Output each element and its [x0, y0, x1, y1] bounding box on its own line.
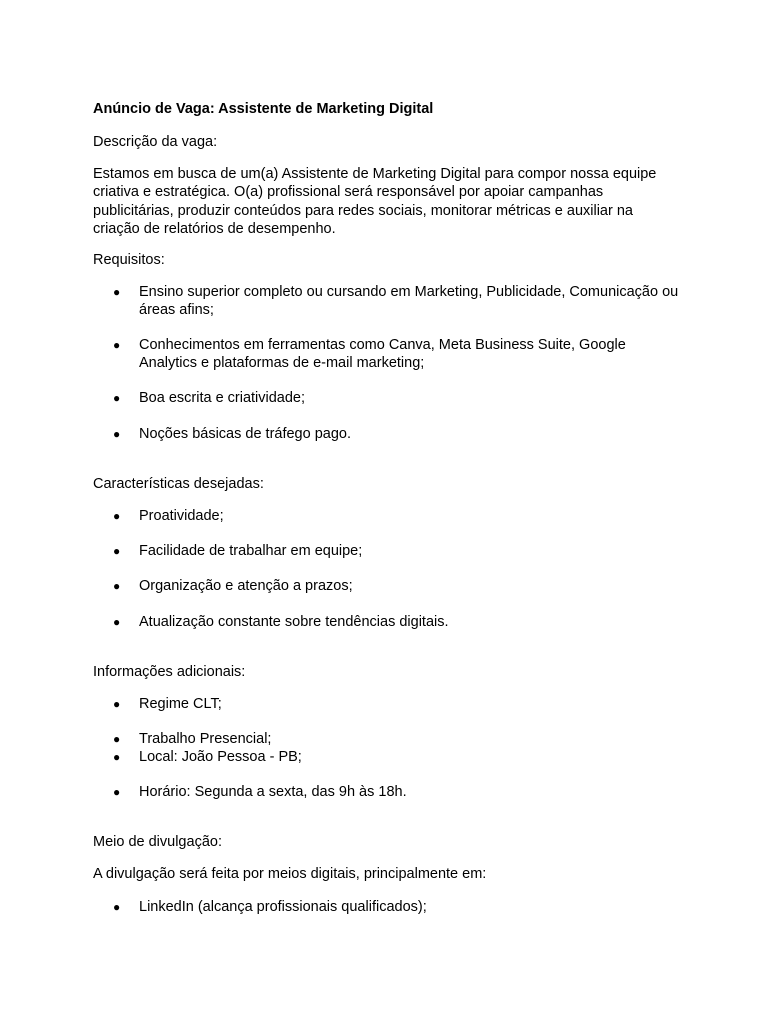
requirement-text: Noções básicas de tráfego pago. — [139, 426, 351, 442]
dissemination-item-text: LinkedIn (alcança profissionais qualificados); — [139, 899, 427, 915]
requirement-text: Boa escrita e criatividade; — [139, 390, 306, 406]
bullet-icon: ● — [113, 544, 121, 558]
bullet-icon: ● — [113, 615, 121, 629]
bullet-icon: ● — [113, 285, 121, 299]
desired-heading: Características desejadas: — [93, 476, 264, 492]
bullet-icon: ● — [113, 427, 121, 441]
bullet-icon: ● — [113, 785, 121, 799]
requirement-text: Ensino superior completo ou cursando em Marketing, Publicidade, Comunicação ou áreas afins; — [139, 284, 679, 318]
bullet-icon: ● — [113, 579, 121, 593]
requirements-heading: Requisitos: — [93, 252, 165, 268]
dissemination-text: A divulgação será feita por meios digitais, principalmente em: — [93, 866, 487, 882]
bullet-icon: ● — [113, 900, 121, 914]
bullet-icon: ● — [113, 509, 121, 523]
requirement-text: Conhecimentos em ferramentas como Canva, Meta Business Suite, Google Analytics e plataformas de e-mail marketing; — [139, 337, 626, 371]
additional-heading: Informações adicionais: — [93, 664, 246, 680]
additional-text: Local: João Pessoa - PB; — [139, 749, 302, 765]
bullet-icon: ● — [113, 732, 121, 746]
dissemination-heading: Meio de divulgação: — [93, 834, 222, 850]
bullet-icon: ● — [113, 697, 121, 711]
additional-text: Regime CLT; — [139, 696, 222, 712]
bullet-icon: ● — [113, 750, 121, 764]
description-paragraph: Estamos em busca de um(a) Assistente de Marketing Digital para compor nossa equipe criativa e estratégica. O(a) profissional será responsável por apoiar campanhas publicitárias, produzir conteúdos para redes sociais, monitorar métricas e auxiliar na criação de relatórios de desempenho. — [93, 166, 657, 237]
bullet-icon: ● — [113, 338, 121, 352]
desired-text: Atualização constante sobre tendências digitais. — [139, 614, 449, 630]
additional-text: Horário: Segunda a sexta, das 9h às 18h. — [139, 784, 407, 800]
document-title: Anúncio de Vaga: Assistente de Marketing Digital — [93, 101, 434, 117]
desired-text: Facilidade de trabalhar em equipe; — [139, 543, 363, 559]
description-heading: Descrição da vaga: — [93, 134, 218, 150]
additional-text: Trabalho Presencial; — [139, 731, 272, 747]
desired-text: Proatividade; — [139, 508, 224, 524]
desired-text: Organização e atenção a prazos; — [139, 578, 353, 594]
bullet-icon: ● — [113, 391, 121, 405]
